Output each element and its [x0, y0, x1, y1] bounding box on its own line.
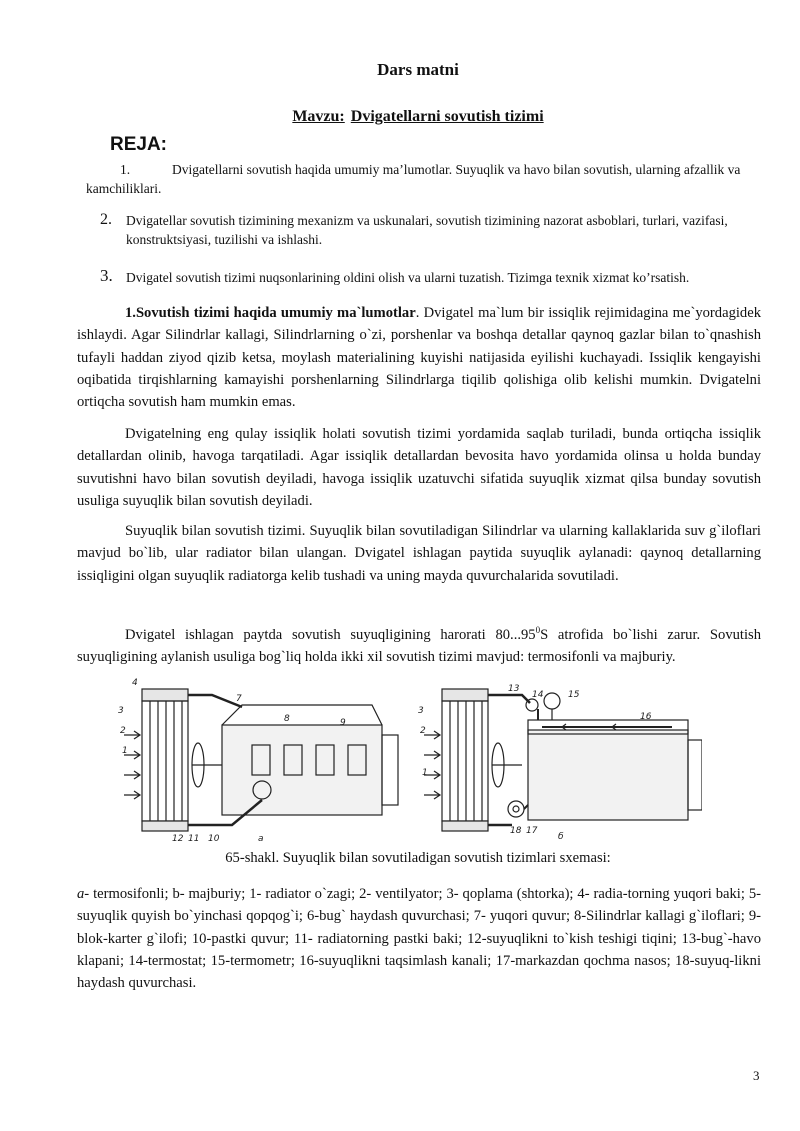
- paragraph-2-text: Dvigatelning eng qulay issiqlik holati sovutish tizimi yordamida saqlab turiladi, bunda ortiqcha issiqlik detallardan olinib, havoga tarqatiladi. Agar issiqlik detallardan bevosita havo yordamida olinsa u holda bunday suvutishni havo bilan sovutish deyiladi, havoga issiqlik uzatuvchi sifatida suyuqlik xizmat qilsa bunday sovutish usuliga suyuqlik bilan sovutish deyiladi.: [77, 426, 761, 509]
- section1-paragraph: [77, 302, 761, 413]
- plan-item-text: Dvigatel sovutish tizimi nuqsonlarining oldini olish va ularni tuzatish. Tizimga texnik xizmat ko’rsatish.: [126, 270, 690, 285]
- paragraph-3-text: Suyuqlik bilan sovutish tizimi. Suyuqlik bilan sovutiladigan Silindrlar va ularning kallaklarida suv g`iloflari mavjud bo`lib, ular radiator bilan ulangan. Dvigatel ishlagan paytida suyuqlik aylanadi: qaynoq detallarning issiqligini olgan suyuqlik radiatorga kelib tushadi va uning mayda quvurchalarida sovutiladi.: [77, 523, 761, 584]
- legend-text: termosifonli; b- majburiy; 1- radiator o`zagi; 2- ventilyator; 3- qoplama (shtorka); 4- radia-torning yuqori baki; 5-suyuqlik quyish bo`yinchasi qopqog`i; 6-bug` haydash quvurchasi; 7- yuqori quvur; 8-Silindrlar kallagi g`iloflari; 9-blok-karter g`ilofi; 10-pastki quvur; 11- radiatorning pastki baki; 12-suyuqlikni to`kish teshigi tiqini; 13-bug`-havo klapani; 14-termostat; 15-termometr; 16-suyuqlikni taqsimlash kanali; 17-markazdan qochma nasos; 18-suyuq-likni haydash quvurchasi.: [77, 886, 761, 992]
- plan-item-number: 3.: [100, 266, 113, 285]
- page-title: Dars matni: [377, 60, 459, 79]
- diagram-a: [124, 689, 398, 831]
- label-a-1: 1: [122, 746, 128, 756]
- cooling-system-figure: [112, 675, 702, 845]
- plan-item: [100, 211, 766, 249]
- label-a-10: 10: [208, 834, 220, 844]
- plan-item-text: Dvigatellarni sovutish haqida umumiy ma’lumotlar. Suyuqlik va havo bilan sovutish, ularning afzallik va kamchiliklari.: [86, 162, 741, 196]
- label-b-14: 14: [532, 690, 544, 700]
- plan-heading: REJA:: [110, 134, 168, 155]
- paragraph-4: [77, 619, 761, 668]
- degree-superscript: 0: [535, 625, 541, 635]
- label-a-12: 12: [172, 834, 184, 844]
- paragraph-2: [77, 423, 761, 512]
- legend-first: a-: [77, 886, 90, 902]
- plan-item-number: 2.: [100, 211, 112, 228]
- label-b-3: 3: [418, 706, 424, 716]
- label-b-letter: б: [558, 832, 564, 842]
- topic-line: [0, 108, 800, 126]
- label-a-3: 3: [118, 706, 124, 716]
- diagram-b: [424, 689, 702, 831]
- figure-caption: 65-shakl. Suyuqlik bilan sovutiladigan sovutish tizimlari sxemasi:: [225, 850, 611, 866]
- label-a-letter: a: [258, 834, 264, 844]
- label-b-13: 13: [508, 684, 520, 694]
- topic-value: Dvigatellarni sovutish tizimi: [350, 108, 544, 125]
- label-a-8: 8: [284, 714, 290, 724]
- label-b-16: 16: [640, 712, 652, 722]
- label-a-11: 11: [188, 834, 200, 844]
- section1-text: . Dvigatel ma`lum bir issiqlik rejimidagina me`yordagidek ishlaydi. Agar Silindrlar kallagi, Silindrlarning o`zi, porshenlar va boshqa detallar qaynoq gazlar bilan to`qnashish tufayli haddan ziyod qizib ketsa, moylash materialining kuyishi natijasida eyilishi kuchayadi. Issiqlik kengayishi oqibatida tirqishlarning kamayishi porshenlarning Silindrlarga tiqilib qolishiga olib kelishi mumkin. Dvigatelni ortiqcha sovutish ham mumkin emas.: [77, 305, 761, 411]
- paragraph-3: [77, 520, 761, 587]
- plan-item-text: Dvigatellar sovutish tizimining mexanizm va uskunalari, sovutish tizimining nazorat asboblari, turlari, vazifasi, konstruktsiyasi, tuzilishi va ishlashi.: [126, 213, 728, 247]
- paragraph-4-text-a: Dvigatel ishlagan paytda sovutish suyuqligining harorati 80...95: [125, 626, 536, 643]
- label-b-17: 17: [526, 826, 538, 836]
- label-b-18: 18: [510, 826, 522, 836]
- label-b-2: 2: [420, 726, 426, 736]
- page-number: 3: [753, 1068, 760, 1083]
- figure-legend: [77, 883, 761, 994]
- label-b-1: 1: [422, 768, 428, 778]
- label-a-9: 9: [340, 718, 346, 728]
- label-a-7: 7: [236, 694, 242, 704]
- plan-item-number: 1.: [120, 162, 131, 177]
- topic-label: Mavzu:: [292, 108, 345, 125]
- plan-item: [86, 160, 756, 198]
- section1-heading: 1.Sovutish tizimi haqida umumiy ma`lumotlar: [125, 305, 416, 321]
- label-a-4: 4: [132, 678, 138, 688]
- plan-item: [100, 266, 776, 287]
- label-a-2: 2: [120, 726, 126, 736]
- label-b-15: 15: [568, 690, 580, 700]
- paragraph-4-text-b: S atrofida bo`lishi zarur. Sovutish suyuqligining aylanish usuliga bog`liq holda ikki xil sovutish tizimi mavjud: termosifonli va majburiy.: [77, 626, 761, 666]
